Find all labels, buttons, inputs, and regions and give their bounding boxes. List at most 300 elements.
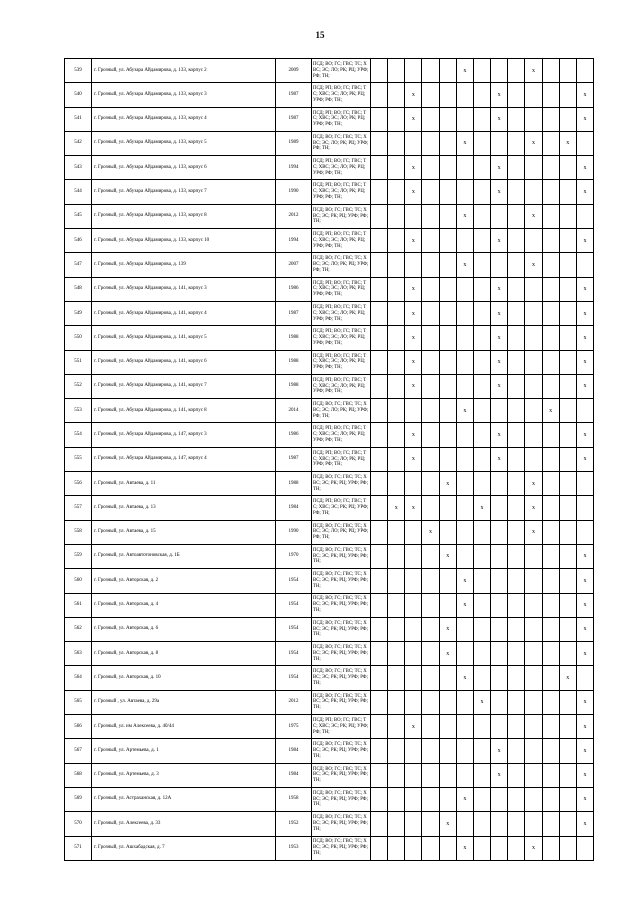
period-mark-cell [371, 569, 388, 593]
row-number-cell: 544 [65, 180, 92, 204]
period-mark-cell [559, 277, 576, 301]
period-mark-cell: x [576, 107, 593, 131]
period-mark-cell [559, 739, 576, 763]
period-mark-cell [456, 690, 473, 714]
housing-register-table [64, 58, 587, 861]
period-mark-cell: x [405, 423, 422, 447]
row-number-cell: 549 [65, 301, 92, 325]
register-body [65, 59, 594, 861]
address-cell: г. Грозный, ул. Абузара Айдамирова, д. 147, корпус 4 [92, 447, 276, 471]
table-row [65, 374, 594, 398]
services-cell: ПСД; ВО; ГС; ГВС; ТС; ХВС; ЭС; РК; РЦ; УРФ; РФ; ТН; [312, 593, 371, 617]
period-mark-cell [422, 690, 439, 714]
address-cell: г. Грозный, ул. Абузара Айдамирова, д. 141, корпус 3 [92, 277, 276, 301]
period-mark-cell: x [491, 326, 508, 350]
period-mark-cell [405, 739, 422, 763]
period-mark-cell [422, 496, 439, 520]
year-cell: 1975 [276, 715, 312, 739]
row-number-cell: 543 [65, 156, 92, 180]
period-mark-cell [405, 787, 422, 811]
year-cell: 1988 [276, 326, 312, 350]
period-mark-cell [456, 326, 473, 350]
period-mark-cell [371, 642, 388, 666]
period-mark-cell [542, 812, 559, 836]
register-grid [64, 58, 594, 861]
period-mark-cell [508, 131, 525, 155]
services-cell: ПСД; ВО; ГС; ГВС; ТС; ХВС; ЭС; ЛО; РК; РЦ; УРФ; РФ; ТН; [312, 253, 371, 277]
period-mark-cell [371, 253, 388, 277]
period-mark-cell [542, 204, 559, 228]
address-cell: г. Грозный, ул. Абузара Айдамирова, д. 139 [92, 253, 276, 277]
year-cell: 1984 [276, 496, 312, 520]
address-cell: г. Грозный, ул. Абузара Айдамирова, д. 147, корпус 3 [92, 423, 276, 447]
period-mark-cell [388, 204, 405, 228]
period-mark-cell [371, 229, 388, 253]
table-row [65, 350, 594, 374]
period-mark-cell [508, 690, 525, 714]
year-cell: 1954 [276, 569, 312, 593]
year-cell: 1953 [276, 836, 312, 860]
period-mark-cell [456, 229, 473, 253]
table-row [65, 593, 594, 617]
period-mark-cell: x [491, 374, 508, 398]
address-cell: г. Грозный, ул. Астраханская, д. 12А [92, 787, 276, 811]
period-mark-cell [422, 642, 439, 666]
period-mark-cell [525, 229, 542, 253]
period-mark-cell [473, 520, 490, 544]
period-mark-cell: x [439, 544, 456, 568]
address-cell: г. Грозный, ул. Автаева, д. 11 [92, 472, 276, 496]
period-mark-cell [508, 447, 525, 471]
table-row [65, 617, 594, 641]
period-mark-cell: x [405, 107, 422, 131]
period-mark-cell [371, 787, 388, 811]
year-cell: 1984 [276, 763, 312, 787]
period-mark-cell: x [559, 131, 576, 155]
period-mark-cell [542, 593, 559, 617]
period-mark-cell [371, 204, 388, 228]
period-mark-cell [422, 253, 439, 277]
period-mark-cell [456, 350, 473, 374]
period-mark-cell [439, 326, 456, 350]
period-mark-cell: x [456, 569, 473, 593]
row-number-cell: 569 [65, 787, 92, 811]
period-mark-cell [456, 180, 473, 204]
period-mark-cell [388, 301, 405, 325]
period-mark-cell [388, 569, 405, 593]
services-cell: ПСД; ВО; ГС; ГВС; ТС; ХВС; ЭС; РК; РЦ; УРФ; РФ; ТН; [312, 472, 371, 496]
period-mark-cell [559, 836, 576, 860]
period-mark-cell [405, 593, 422, 617]
period-mark-cell: x [456, 59, 473, 83]
services-cell: ПСД; ВО; ГС; ГВС; ТС; ХВС; ЭС; РК; РЦ; УРФ; РФ; ТН; [312, 763, 371, 787]
period-mark-cell [422, 715, 439, 739]
period-mark-cell: x [405, 447, 422, 471]
services-cell: ПСД; РП; ВО; ГС; ГВС; ТС; ХВС; ЭС; ЛО; РК; РЦ; УРФ; РФ; ТН; [312, 301, 371, 325]
row-number-cell: 545 [65, 204, 92, 228]
year-cell: 1990 [276, 520, 312, 544]
period-mark-cell [542, 569, 559, 593]
year-cell: 1988 [276, 350, 312, 374]
period-mark-cell [388, 520, 405, 544]
period-mark-cell: x [491, 107, 508, 131]
period-mark-cell [371, 593, 388, 617]
period-mark-cell [439, 131, 456, 155]
period-mark-cell [559, 156, 576, 180]
period-mark-cell: x [576, 326, 593, 350]
period-mark-cell [508, 59, 525, 83]
table-row [65, 180, 594, 204]
period-mark-cell [525, 739, 542, 763]
table-row [65, 131, 594, 155]
table-row [65, 253, 594, 277]
period-mark-cell [473, 593, 490, 617]
period-mark-cell [508, 812, 525, 836]
period-mark-cell [473, 836, 490, 860]
period-mark-cell: x [525, 520, 542, 544]
row-number-cell: 548 [65, 277, 92, 301]
period-mark-cell [422, 277, 439, 301]
year-cell: 1987 [276, 301, 312, 325]
period-mark-cell [473, 59, 490, 83]
period-mark-cell [559, 544, 576, 568]
period-mark-cell: x [439, 617, 456, 641]
period-mark-cell [473, 739, 490, 763]
period-mark-cell [456, 739, 473, 763]
period-mark-cell [439, 520, 456, 544]
row-number-cell: 559 [65, 544, 92, 568]
period-mark-cell [508, 204, 525, 228]
period-mark-cell: x [576, 739, 593, 763]
address-cell: г. Грозный, ул. Артемьева, д. 1 [92, 739, 276, 763]
period-mark-cell [388, 739, 405, 763]
row-number-cell: 564 [65, 666, 92, 690]
period-mark-cell: x [576, 642, 593, 666]
table-row [65, 763, 594, 787]
period-mark-cell [439, 301, 456, 325]
period-mark-cell: x [456, 666, 473, 690]
period-mark-cell: x [405, 156, 422, 180]
row-number-cell: 558 [65, 520, 92, 544]
period-mark-cell [473, 277, 490, 301]
year-cell: 2012 [276, 204, 312, 228]
period-mark-cell [388, 472, 405, 496]
period-mark-cell [456, 617, 473, 641]
period-mark-cell [559, 423, 576, 447]
period-mark-cell: x [576, 617, 593, 641]
period-mark-cell: x [491, 83, 508, 107]
period-mark-cell [525, 447, 542, 471]
period-mark-cell: x [405, 301, 422, 325]
year-cell: 1986 [276, 423, 312, 447]
period-mark-cell [473, 544, 490, 568]
period-mark-cell [542, 836, 559, 860]
table-row [65, 666, 594, 690]
period-mark-cell [508, 787, 525, 811]
period-mark-cell [542, 83, 559, 107]
period-mark-cell [371, 763, 388, 787]
period-mark-cell [508, 520, 525, 544]
services-cell: ПСД; РП; ВО; ГС; ГВС; ТС; ХВС; ЭС; ЛО; РК; РЦ; УРФ; РФ; ТН; [312, 83, 371, 107]
period-mark-cell [473, 666, 490, 690]
period-mark-cell [491, 399, 508, 423]
period-mark-cell [388, 131, 405, 155]
address-cell: г. Грозный, ул. Артемьева, д. 3 [92, 763, 276, 787]
year-cell: 1954 [276, 617, 312, 641]
address-cell: г. Грозный, ул. Ашхабадская, д. 7 [92, 836, 276, 860]
period-mark-cell [439, 59, 456, 83]
year-cell: 1989 [276, 131, 312, 155]
period-mark-cell [439, 715, 456, 739]
table-row [65, 447, 594, 471]
period-mark-cell [542, 131, 559, 155]
period-mark-cell [422, 544, 439, 568]
year-cell: 1990 [276, 180, 312, 204]
period-mark-cell [559, 520, 576, 544]
period-mark-cell: x [491, 156, 508, 180]
services-cell: ПСД; ВО; ГС; ГВС; ТС; ХВС; ЭС; РК; РЦ; УРФ; РФ; ТН; [312, 666, 371, 690]
period-mark-cell [508, 593, 525, 617]
period-mark-cell [525, 277, 542, 301]
period-mark-cell: x [525, 253, 542, 277]
period-mark-cell [371, 812, 388, 836]
period-mark-cell [422, 739, 439, 763]
period-mark-cell [542, 617, 559, 641]
period-mark-cell: x [576, 763, 593, 787]
period-mark-cell [559, 350, 576, 374]
period-mark-cell [371, 836, 388, 860]
period-mark-cell [439, 787, 456, 811]
period-mark-cell [439, 593, 456, 617]
period-mark-cell [559, 496, 576, 520]
period-mark-cell: x [576, 423, 593, 447]
period-mark-cell [542, 277, 559, 301]
period-mark-cell [525, 690, 542, 714]
period-mark-cell [388, 253, 405, 277]
period-mark-cell [508, 472, 525, 496]
services-cell: ПСД; ВО; ГС; ГВС; ТС; ХВС; ЭС; РК; РЦ; УРФ; РФ; ТН; [312, 544, 371, 568]
table-row [65, 812, 594, 836]
period-mark-cell [508, 715, 525, 739]
period-mark-cell [405, 131, 422, 155]
period-mark-cell [388, 642, 405, 666]
period-mark-cell [439, 739, 456, 763]
period-mark-cell [525, 399, 542, 423]
period-mark-cell [439, 836, 456, 860]
address-cell: г. Грозный, ул. Автоавтотоновская, д. 1Б [92, 544, 276, 568]
period-mark-cell [508, 374, 525, 398]
period-mark-cell [559, 715, 576, 739]
period-mark-cell [508, 180, 525, 204]
period-mark-cell [371, 59, 388, 83]
period-mark-cell [422, 180, 439, 204]
period-mark-cell [456, 277, 473, 301]
period-mark-cell [576, 399, 593, 423]
period-mark-cell [422, 472, 439, 496]
services-cell: ПСД; ВО; ГС; ГВС; ТС; ХВС; ЭС; РК; РЦ; УРФ; РФ; ТН; [312, 642, 371, 666]
period-mark-cell: x [576, 715, 593, 739]
period-mark-cell [576, 253, 593, 277]
period-mark-cell [473, 787, 490, 811]
period-mark-cell [508, 253, 525, 277]
period-mark-cell [559, 83, 576, 107]
period-mark-cell [422, 83, 439, 107]
table-row [65, 83, 594, 107]
period-mark-cell [439, 666, 456, 690]
period-mark-cell: x [576, 544, 593, 568]
period-mark-cell [508, 569, 525, 593]
period-mark-cell [439, 156, 456, 180]
period-mark-cell [371, 666, 388, 690]
table-row [65, 787, 594, 811]
period-mark-cell [422, 350, 439, 374]
services-cell: ПСД; РП; ВО; ГС; ГВС; ТС; ХВС; ЭС; ЛО; РК; РЦ; УРФ; РФ; ТН; [312, 326, 371, 350]
period-mark-cell [388, 593, 405, 617]
period-mark-cell [542, 374, 559, 398]
period-mark-cell: x [576, 180, 593, 204]
period-mark-cell [559, 326, 576, 350]
period-mark-cell [525, 374, 542, 398]
period-mark-cell: x [456, 131, 473, 155]
year-cell: 2007 [276, 253, 312, 277]
period-mark-cell: x [576, 301, 593, 325]
row-number-cell: 551 [65, 350, 92, 374]
period-mark-cell [439, 496, 456, 520]
period-mark-cell [491, 690, 508, 714]
period-mark-cell [508, 399, 525, 423]
address-cell: г. Грозный, ул. Абузара Айдамирова, д. 133, корпус 7 [92, 180, 276, 204]
period-mark-cell: x [405, 229, 422, 253]
period-mark-cell [473, 715, 490, 739]
period-mark-cell [576, 204, 593, 228]
services-cell: ПСД; РП; ВО; ГС; ГВС; ТС; ХВС; ЭС; РК; РЦ; УРФ; РФ; ТН; [312, 715, 371, 739]
address-cell: г. Грозный, ул. Автаева, д. 13 [92, 496, 276, 520]
address-cell: г. Грозный , ул. Автаева, д. 29а [92, 690, 276, 714]
table-row [65, 277, 594, 301]
row-number-cell: 567 [65, 739, 92, 763]
period-mark-cell [473, 763, 490, 787]
period-mark-cell [439, 204, 456, 228]
period-mark-cell [542, 715, 559, 739]
period-mark-cell [422, 666, 439, 690]
period-mark-cell [542, 59, 559, 83]
period-mark-cell [559, 229, 576, 253]
services-cell: ПСД; РП; ВО; ГС; ГВС; ТС; ХВС; ЭС; ЛО; РК; РЦ; УРФ; РФ; ТН; [312, 180, 371, 204]
period-mark-cell [439, 374, 456, 398]
period-mark-cell [473, 131, 490, 155]
period-mark-cell: x [542, 399, 559, 423]
period-mark-cell [559, 374, 576, 398]
period-mark-cell [405, 836, 422, 860]
period-mark-cell: x [439, 812, 456, 836]
period-mark-cell [405, 204, 422, 228]
row-number-cell: 546 [65, 229, 92, 253]
period-mark-cell: x [576, 156, 593, 180]
period-mark-cell [456, 544, 473, 568]
row-number-cell: 566 [65, 715, 92, 739]
period-mark-cell [508, 642, 525, 666]
address-cell: г. Грозный, ул. Абузара Айдамирова, д. 133, корпус 4 [92, 107, 276, 131]
period-mark-cell [559, 59, 576, 83]
row-number-cell: 542 [65, 131, 92, 155]
year-cell: 1952 [276, 812, 312, 836]
period-mark-cell [388, 666, 405, 690]
period-mark-cell [473, 423, 490, 447]
row-number-cell: 557 [65, 496, 92, 520]
period-mark-cell: x [576, 374, 593, 398]
table-row [65, 520, 594, 544]
row-number-cell: 560 [65, 569, 92, 593]
period-mark-cell [491, 544, 508, 568]
period-mark-cell [473, 812, 490, 836]
period-mark-cell [559, 690, 576, 714]
period-mark-cell [542, 690, 559, 714]
period-mark-cell [371, 374, 388, 398]
period-mark-cell [508, 107, 525, 131]
period-mark-cell [371, 301, 388, 325]
period-mark-cell [371, 739, 388, 763]
period-mark-cell [371, 83, 388, 107]
services-cell: ПСД; РП; ВО; ГС; ГВС; ТС; ХВС; ЭС; ЛО; РК; РЦ; УРФ; РФ; ТН; [312, 156, 371, 180]
period-mark-cell [422, 447, 439, 471]
period-mark-cell [559, 204, 576, 228]
period-mark-cell [371, 472, 388, 496]
period-mark-cell [422, 204, 439, 228]
year-cell: 1994 [276, 229, 312, 253]
period-mark-cell [456, 715, 473, 739]
period-mark-cell: x [405, 83, 422, 107]
period-mark-cell [388, 277, 405, 301]
period-mark-cell [388, 399, 405, 423]
year-cell: 1954 [276, 666, 312, 690]
services-cell: ПСД; ВО; ГС; ГВС; ТС; ХВС; ЭС; РК; РЦ; УРФ; РФ; ТН; [312, 787, 371, 811]
period-mark-cell [422, 836, 439, 860]
period-mark-cell: x [456, 593, 473, 617]
period-mark-cell [576, 520, 593, 544]
period-mark-cell: x [491, 277, 508, 301]
period-mark-cell: x [456, 787, 473, 811]
services-cell: ПСД; РП; ВО; ГС; ГВС; ТС; ХВС; ЭС; ЛО; РК; РЦ; УРФ; РФ; ТН; [312, 229, 371, 253]
period-mark-cell [525, 617, 542, 641]
period-mark-cell [456, 520, 473, 544]
table-row [65, 739, 594, 763]
period-mark-cell [422, 593, 439, 617]
period-mark-cell [388, 763, 405, 787]
table-row [65, 399, 594, 423]
period-mark-cell [456, 301, 473, 325]
year-cell: 1988 [276, 374, 312, 398]
services-cell: ПСД; РП; ВО; ГС; ГВС; ТС; ХВС; ЭС; ЛО; РК; РЦ; УРФ; РФ; ТН; [312, 447, 371, 471]
period-mark-cell [508, 544, 525, 568]
period-mark-cell [542, 520, 559, 544]
period-mark-cell [439, 763, 456, 787]
period-mark-cell [422, 399, 439, 423]
table-row [65, 229, 594, 253]
period-mark-cell [439, 423, 456, 447]
year-cell: 1954 [276, 642, 312, 666]
period-mark-cell [405, 399, 422, 423]
period-mark-cell [542, 472, 559, 496]
row-number-cell: 539 [65, 59, 92, 83]
row-number-cell: 561 [65, 593, 92, 617]
period-mark-cell: x [576, 83, 593, 107]
period-mark-cell [456, 472, 473, 496]
period-mark-cell [422, 107, 439, 131]
row-number-cell: 541 [65, 107, 92, 131]
period-mark-cell [491, 642, 508, 666]
table-row [65, 59, 594, 83]
period-mark-cell [542, 496, 559, 520]
